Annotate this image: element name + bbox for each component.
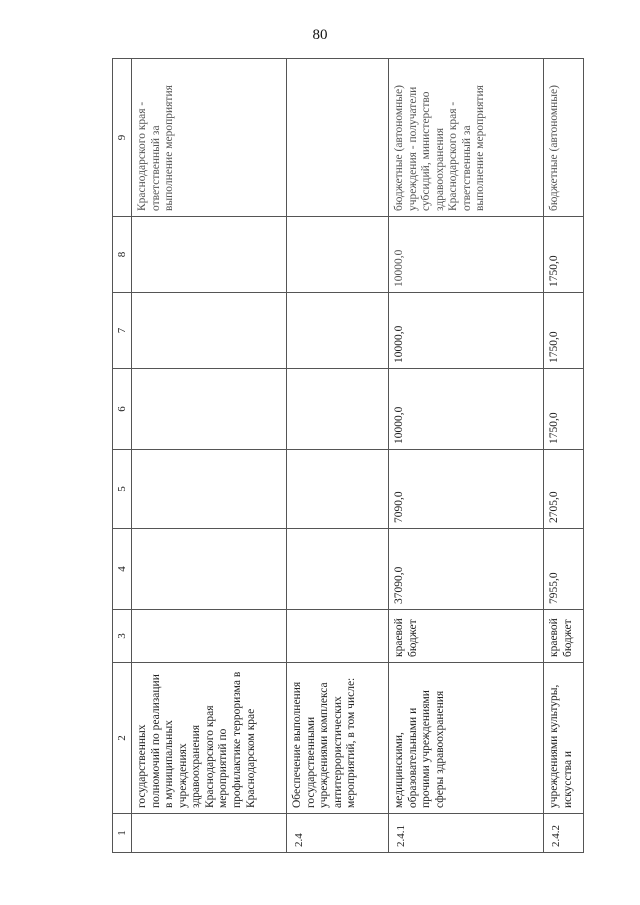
row-year-2 xyxy=(132,369,287,450)
row-year-4 xyxy=(132,217,287,293)
header-cell-7: 7 xyxy=(113,293,132,369)
header-cell-8: 8 xyxy=(113,217,132,293)
row-code xyxy=(132,814,287,853)
row-year-3 xyxy=(132,293,287,369)
row-year-4: 1750,0 xyxy=(544,217,584,293)
page-number: 80 xyxy=(312,27,328,43)
rotated-table-container xyxy=(112,68,582,853)
budget-table xyxy=(112,58,584,853)
row-code: 2.4.2 xyxy=(544,814,584,853)
header-cell-1: 1 xyxy=(113,814,132,853)
row-description: государственных полномочий по реализации в муниципальных учреждениях здравоохранения Краснодарского края мероприятий по профилактике терроризма в Краснодарском крае xyxy=(132,663,287,814)
row-source xyxy=(132,610,287,663)
header-cell-2: 2 xyxy=(113,663,132,814)
row-year-2 xyxy=(287,369,389,450)
row-executor xyxy=(287,59,389,217)
row-year-4: 10000,0 xyxy=(389,217,544,293)
table-row xyxy=(389,59,544,853)
row-year-1 xyxy=(287,450,389,529)
row-executor: бюджетные (автономные) учреждения - получатели субсидий, министерство здравоохранения Краснодарского края - ответственный за выполнение мероприятия xyxy=(389,59,544,217)
row-source: краевой бюджет xyxy=(544,610,584,663)
table-row xyxy=(132,59,287,853)
row-year-2: 1750,0 xyxy=(544,369,584,450)
row-description: медицинскими, образовательными и прочими учреждениями сферы здравоохранения xyxy=(389,663,544,814)
row-year-3 xyxy=(287,293,389,369)
row-year-1 xyxy=(132,450,287,529)
row-total xyxy=(287,529,389,610)
row-year-3: 1750,0 xyxy=(544,293,584,369)
row-year-3: 10000,0 xyxy=(389,293,544,369)
row-source: краевой бюджет xyxy=(389,610,544,663)
row-code: 2.4.1 xyxy=(389,814,544,853)
row-total: 37090,0 xyxy=(389,529,544,610)
header-cell-6: 6 xyxy=(113,369,132,450)
table-row xyxy=(287,59,389,853)
row-source xyxy=(287,610,389,663)
row-executor: Краснодарского края - ответственный за выполнение мероприятия xyxy=(132,59,287,217)
header-cell-9: 9 xyxy=(113,59,132,217)
row-description: учреждениями культуры, искусства и xyxy=(544,663,584,814)
row-executor: бюджетные (автономные) xyxy=(544,59,584,217)
table-row xyxy=(544,59,584,853)
row-year-1: 7090,0 xyxy=(389,450,544,529)
row-total: 7955,0 xyxy=(544,529,584,610)
row-code: 2.4 xyxy=(287,814,389,853)
row-description: Обеспечение выполнения государственными учреждениями комплекса антитеррористических мероприятий, в том числе: xyxy=(287,663,389,814)
header-cell-3: 3 xyxy=(113,610,132,663)
row-year-4 xyxy=(287,217,389,293)
header-cell-5: 5 xyxy=(113,450,132,529)
row-year-1: 2705,0 xyxy=(544,450,584,529)
header-row xyxy=(113,59,132,853)
row-total xyxy=(132,529,287,610)
row-year-2: 10000,0 xyxy=(389,369,544,450)
header-cell-4: 4 xyxy=(113,529,132,610)
